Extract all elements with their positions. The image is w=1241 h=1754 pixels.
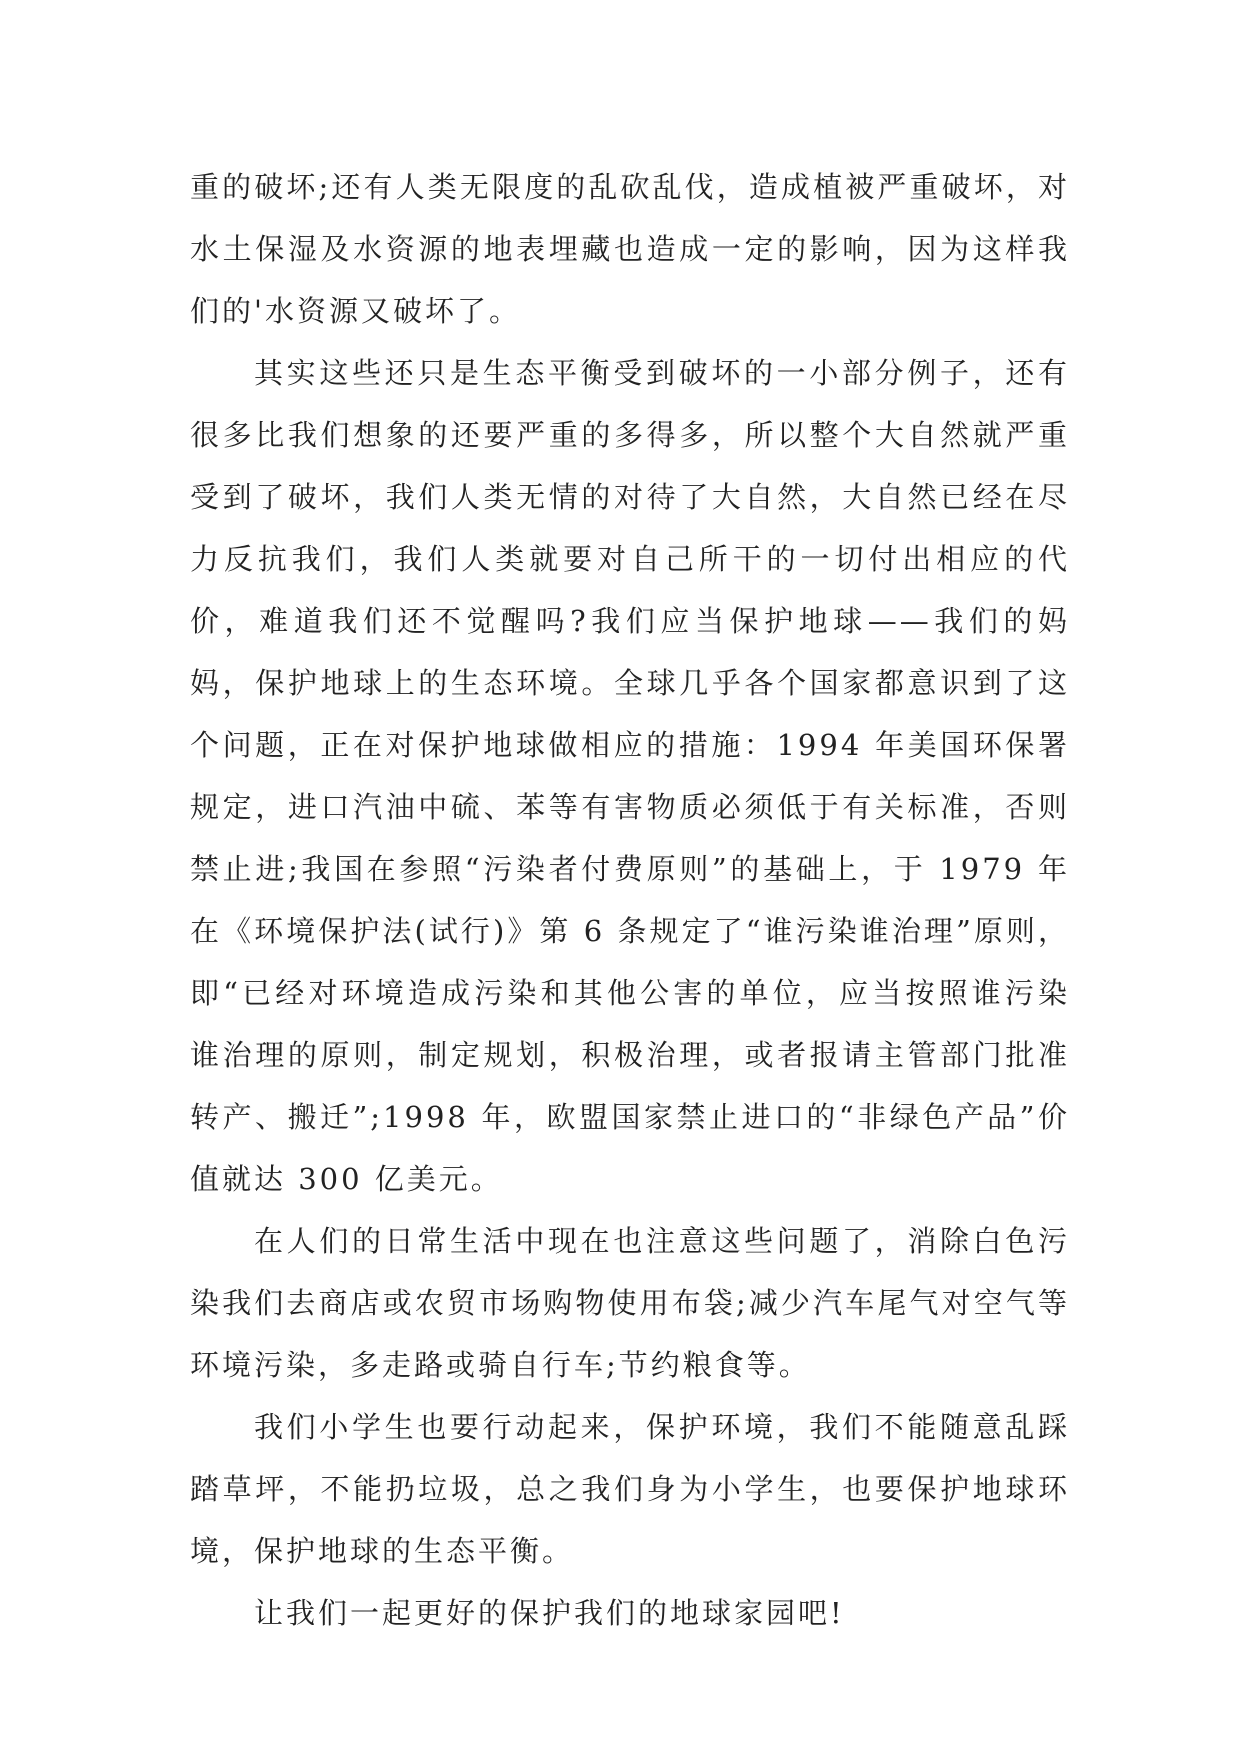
- document-body: [190, 156, 1070, 1644]
- paragraph-daily-life: 在人们的日常生活中现在也注意这些问题了，消除白色污染我们去商店或农贸市场购物使用布袋;减少汽车尾气对空气等环境污染，多走路或骑自行车;节约粮食等。: [190, 1224, 1070, 1382]
- paragraph-ecological-damage: 其实这些还只是生态平衡受到破坏的一小部分例子，还有很多比我们想象的还要严重的多得多，所以整个大自然就严重受到了破坏，我们人类无情的对待了大自然，大自然已经在尽力反抗我们，我们人类就要对自己所干的一切付出相应的代价，难道我们还不觉醒吗?我们应当保护地球——我们的妈妈，保护地球上的生态环境。全球几乎各个国家都意识到了这个问题，正在对保护地球做相应的措施：1994 年美国环保署规定，进口汽油中硫、苯等有害物质必须低于有关标准，否则禁止进;我国在参照“污染者付费原则”的基础上，于 1979 年在《环境保护法(试行)》第 6 条规定了“谁污染谁治理”原则，即“已经对环境造成污染和其他公害的单位，应当按照谁污染谁治理的原则，制定规划，积极治理，或者报请主管部门批准转产、搬迁”;1998 年，欧盟国家禁止进口的“非绿色产品”价值就达 300 亿美元。: [190, 356, 1070, 1196]
- paragraph-students-action: 我们小学生也要行动起来，保护环境，我们不能随意乱踩踏草坪，不能扔垃圾，总之我们身为小学生，也要保护地球环境，保护地球的生态平衡。: [190, 1410, 1070, 1568]
- paragraph-continuation: 重的破坏;还有人类无限度的乱砍乱伐，造成植被严重破坏，对水土保湿及水资源的地表埋藏也造成一定的影响，因为这样我们的'水资源又破坏了。: [190, 170, 1070, 328]
- paragraph-closing: 让我们一起更好的保护我们的地球家园吧!: [254, 1596, 845, 1630]
